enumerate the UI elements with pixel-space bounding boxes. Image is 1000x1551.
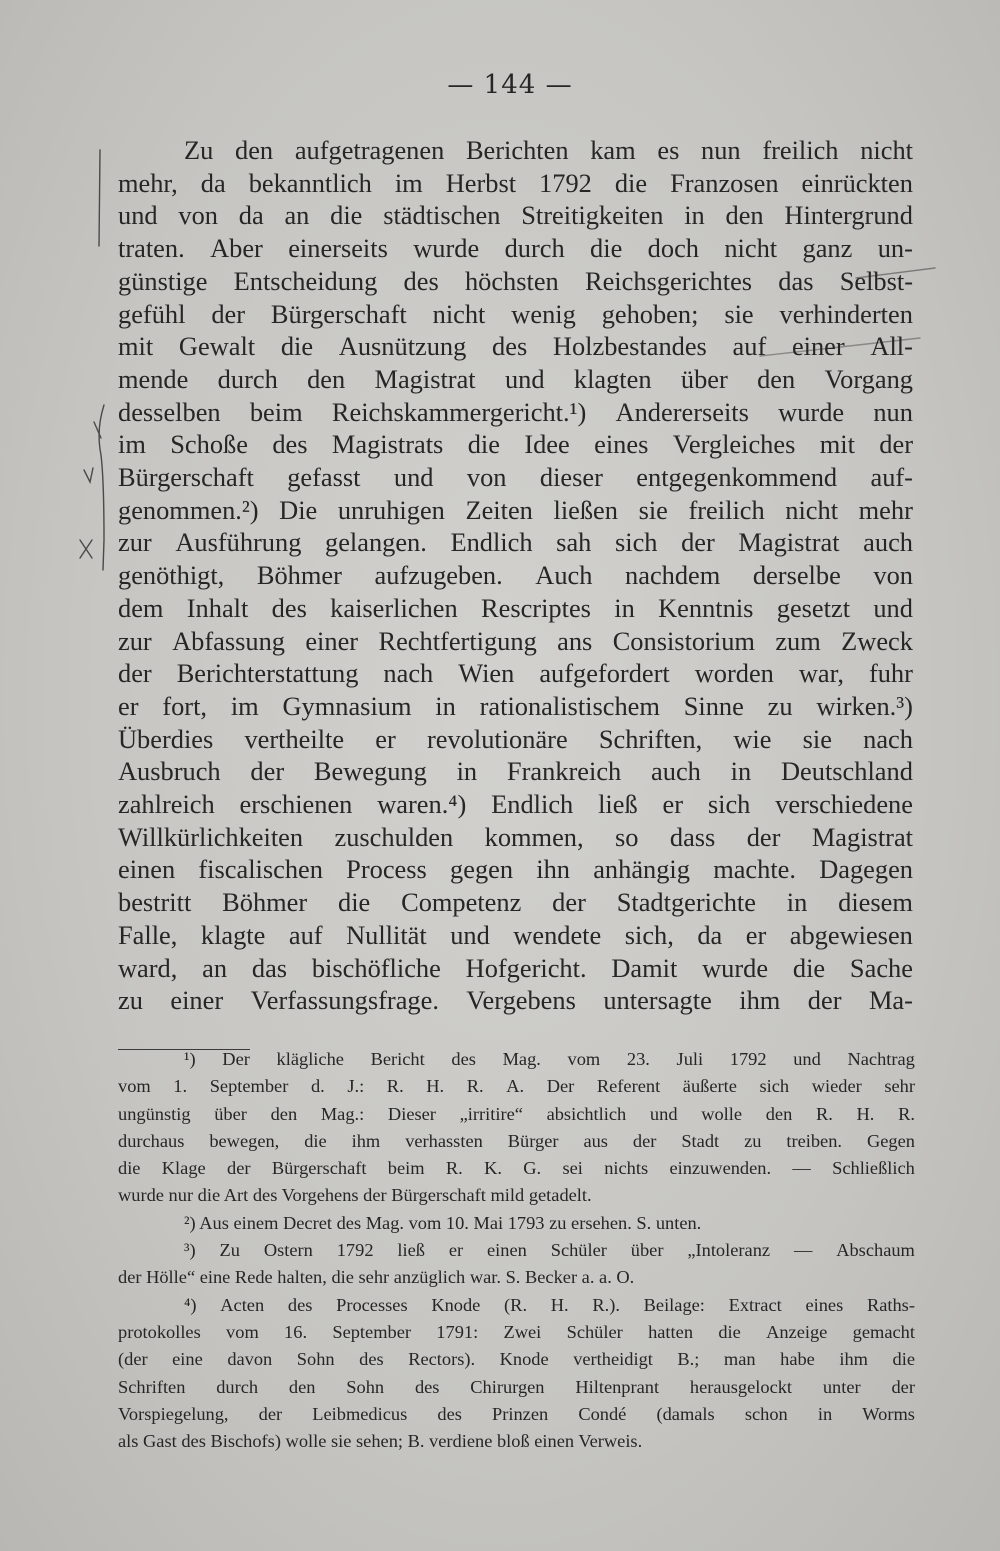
body-line: traten. Aber einerseits wurde durch die doch nicht ganz un-	[118, 233, 913, 264]
page-number: — 144 —	[447, 70, 573, 100]
body-line: zur Ausführung gelangen. Endlich sah sich der Magistrat auch	[118, 527, 913, 558]
body-line: Überdies vertheilte er revolutionäre Schriften, wie sie nach	[118, 723, 913, 754]
body-line: Bürgerschaft gefasst und von dieser entgegenkommend auf-	[118, 462, 913, 493]
body-line: und von da an die städtischen Streitigkeiten in den Hintergrund	[118, 200, 913, 231]
footnote-line: ⁴) Acten des Processes Knode (R. H. R.). Beilage: Extract eines Raths-	[184, 1294, 915, 1315]
body-line: mende durch den Magistrat und klagten über den Vorgang	[118, 363, 913, 394]
footnote-line: durchaus bewegen, die ihm verhassten Bürger aus der Stadt zu treiben. Gegen	[118, 1130, 915, 1151]
body-line: günstige Entscheidung des höchsten Reichsgerichtes das Selbst-	[118, 265, 913, 296]
footnotes	[118, 1046, 915, 1455]
body-line: zu einer Verfassungsfrage. Vergebens untersagte ihm der Ma-	[118, 985, 913, 1016]
body-line: bestritt Böhmer die Competenz der Stadtgerichte in diesem	[118, 887, 913, 918]
body-line: genommen.²) Die unruhigen Zeiten ließen sie freilich nicht mehr	[118, 494, 913, 525]
body-line: dem Inhalt des kaiserlichen Rescriptes in Kenntnis gesetzt und	[118, 592, 913, 623]
body-line: zur Abfassung einer Rechtfertigung ans Consistorium zum Zweck	[118, 625, 913, 656]
footnote-line: Vorspiegelung, der Leibmedicus des Prinzen Condé (damals schon in Worms	[118, 1403, 915, 1424]
footnote-line: Schriften durch den Sohn des Chirurgen Hiltenprant herausgelockt unter der	[118, 1376, 915, 1397]
body-line: Zu den aufgetragenen Berichten kam es nun freilich nicht	[184, 135, 913, 165]
footnote-line: ³) Zu Ostern 1792 ließ er einen Schüler über „Intoleranz — Abschaum	[184, 1240, 915, 1261]
footnote-line: protokolles vom 16. September 1791: Zwei Schüler hatten die Anzeige gemacht	[118, 1321, 915, 1342]
body-line: er fort, im Gymnasium in rationalistischem Sinne zu wirken.³)	[118, 690, 913, 721]
body-line: Ausbruch der Bewegung in Frankreich auch in Deutschland	[118, 756, 913, 787]
footnote-4	[118, 1292, 915, 1456]
footnote-2	[118, 1210, 915, 1237]
margin-line-top	[99, 150, 100, 246]
body-line: gefühl der Bürgerschaft nicht wenig gehoben; sie verhinderten	[118, 298, 913, 329]
footnote-line: wurde nur die Art des Vorgehens der Bürgerschaft mild getadelt.	[118, 1185, 592, 1206]
footnote-line: ungünstig über den Mag.: Dieser „irritire“ absichtlich und wolle den R. H. R.	[118, 1103, 915, 1124]
body-line: Falle, klagte auf Nullität und wendete sich, da er abgewiesen	[118, 919, 913, 950]
body-line: zahlreich erschienen waren.⁴) Endlich ließ er sich verschiedene	[118, 789, 913, 820]
footnote-line: die Klage der Bürgerschaft beim R. K. G. sei nichts einzuwenden. — Schließlich	[118, 1158, 915, 1179]
footnote-1	[118, 1046, 915, 1210]
footnote-line: vom 1. September d. J.: R. H. R. A. Der Referent äußerte sich wieder sehr	[118, 1076, 915, 1097]
footnote-line: (der eine davon Sohn des Rectors). Knode vertheidigt B.; man habe ihm die	[118, 1349, 915, 1370]
margin-v-mark	[84, 468, 93, 482]
body-line: im Schoße des Magistrats die Idee eines Vergleiches mit der	[118, 429, 913, 460]
body-line: der Berichterstattung nach Wien aufgefordert worden war, fuhr	[118, 658, 913, 689]
body-line: mehr, da bekanntlich im Herbst 1792 die Franzosen einrückten	[118, 167, 913, 198]
body-line: Willkürlichkeiten zuschulden kommen, so dass der Magistrat	[118, 821, 913, 852]
body-line: genöthigt, Böhmer aufzugeben. Auch nachdem derselbe von	[118, 560, 913, 591]
body-line: einen fiscalischen Process gegen ihn anhängig machte. Dagegen	[118, 854, 913, 885]
body-text	[118, 134, 913, 1017]
footnote-line: ²) Aus einem Decret des Mag. vom 10. Mai 1793 zu ersehen. S. unten.	[184, 1212, 702, 1233]
body-line: desselben beim Reichskammergericht.¹) Andererseits wurde nun	[118, 396, 913, 427]
footnote-line: als Gast des Bischofs) wolle sie sehen; B. verdiene bloß einen Verweis.	[118, 1431, 643, 1452]
body-line: ward, an das bischöfliche Hofgericht. Damit wurde die Sache	[118, 952, 913, 983]
margin-bracket	[99, 405, 104, 570]
body-line: mit Gewalt die Ausnützung des Holzbestandes auf einer All-	[118, 331, 913, 362]
footnote-line: der Hölle“ eine Rede halten, die sehr anzüglich war. S. Becker a. a. O.	[118, 1267, 635, 1288]
footnote-line: ¹) Der klägliche Bericht des Mag. vom 23. Juli 1792 und Nachtrag	[184, 1049, 915, 1069]
footnote-3	[118, 1237, 915, 1292]
